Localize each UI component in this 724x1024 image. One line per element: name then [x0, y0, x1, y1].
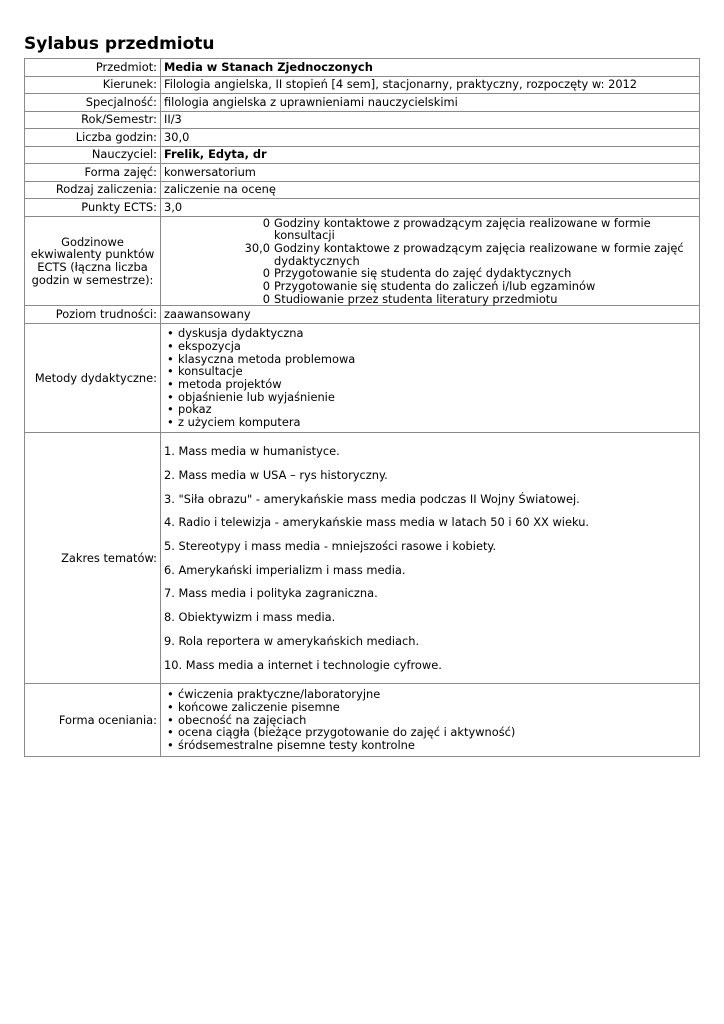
row-nauczyciel [25, 146, 700, 164]
value-kierunek: Filologia angielska, II stopień [4 sem], stacjonarny, praktyczny, rozpoczęty w: 2012 [161, 76, 700, 94]
label-liczba-godzin: Liczba godzin: [25, 129, 161, 147]
topic-item: 8. Obiektywizm i mass media. [164, 610, 336, 625]
label-poziom-trudnosci: Poziom trudności: [25, 306, 161, 324]
topic-item: 2. Mass media w USA – rys historyczny. [164, 468, 388, 483]
hours-value: 30,0 [244, 240, 270, 255]
label-forma-oceniania: Forma oceniania: [25, 683, 161, 756]
hours-item [164, 293, 696, 306]
row-zakres-tematow [25, 432, 700, 683]
list-item: • końcowe zaliczenie pisemne [166, 701, 696, 714]
topic-item: 6. Amerykański imperializm i mass media. [164, 562, 406, 577]
value-liczba-godzin: 30,0 [161, 129, 700, 147]
hours-item [164, 242, 696, 267]
list-item: • klasyczna metoda problemowa [166, 353, 696, 366]
row-liczba-godzin [25, 129, 700, 147]
zakres-list [161, 432, 700, 683]
list-item: • dyskusja dydaktyczna [166, 327, 696, 340]
topic-item: 9. Rola reportera w amerykańskich mediach. [164, 633, 420, 648]
row-godzinowe-ekwiwalenty [25, 216, 700, 306]
list-item: • ekspozycja [166, 340, 696, 353]
value-nauczyciel: Frelik, Edyta, dr [161, 146, 700, 164]
list-item: • pokaz [166, 403, 696, 416]
row-forma-zajec [25, 164, 700, 182]
value-poziom-trudnosci: zaawansowany [161, 306, 700, 324]
list-item: • z użyciem komputera [166, 416, 696, 429]
value-przedmiot: Media w Stanach Zjednoczonych [161, 59, 700, 77]
list-item: • konsultacje [166, 365, 696, 378]
topic-item: 7. Mass media i polityka zagraniczna. [164, 586, 378, 601]
list-item: • objaśnienie lub wyjaśnienie [166, 391, 696, 404]
label-metody-dydaktyczne: Metody dydaktyczne: [25, 323, 161, 432]
syllabus-table [24, 58, 700, 757]
topic-item: 10. Mass media a internet i technologie cyfrowe. [164, 657, 442, 672]
list-item: • śródsemestralne pisemne testy kontrolne [166, 739, 696, 752]
topic-item: 4. Radio i telewizja - amerykańskie mass media w latach 50 i 60 XX wieku. [164, 515, 590, 530]
metody-list-cell [161, 323, 700, 432]
row-poziom-trudnosci [25, 306, 700, 324]
label-nauczyciel: Nauczyciel: [25, 146, 161, 164]
hours-value: 0 [262, 291, 270, 306]
row-forma-oceniania [25, 683, 700, 756]
row-metody-dydaktyczne [25, 323, 700, 432]
list-item: • ocena ciągła (bieżące przygotowanie do zajęć i aktywność) [166, 726, 696, 739]
label-rodzaj-zaliczenia: Rodzaj zaliczenia: [25, 181, 161, 199]
row-punkty-ects [25, 199, 700, 217]
ocenianie-list-cell [161, 683, 700, 756]
label-forma-zajec: Forma zajęć: [25, 164, 161, 182]
topic-item: 5. Stereotypy i mass media - mniejszości rasowe i kobiety. [164, 539, 497, 554]
hours-value: 0 [262, 266, 270, 281]
hours-text: Studiowanie przez studenta literatury przedmiotu [274, 291, 558, 306]
hours-item [164, 217, 696, 242]
value-rodzaj-zaliczenia: zaliczenie na ocenę [161, 181, 700, 199]
hours-list [161, 216, 700, 306]
row-przedmiot [25, 59, 700, 77]
label-punkty-ects: Punkty ECTS: [25, 199, 161, 217]
hours-text: Przygotowanie się studenta do zajęć dydaktycznych [274, 266, 572, 281]
hours-value: 0 [262, 279, 270, 294]
list-item: • metoda projektów [166, 378, 696, 391]
label-rok-semestr: Rok/Semestr: [25, 111, 161, 129]
label-specjalnosc: Specjalność: [25, 94, 161, 112]
metody-list [164, 327, 696, 429]
row-kierunek [25, 76, 700, 94]
hours-text: Godziny kontaktowe z prowadzącym zajęcia realizowane w formie zajęć dydaktycznych [274, 240, 684, 268]
hours-text: Godziny kontaktowe z prowadzącym zajęcia realizowane w formie konsultacji [274, 215, 651, 243]
row-specjalnosc [25, 94, 700, 112]
list-item: • ćwiczenia praktyczne/laboratoryjne [166, 688, 696, 701]
topic-item: 1. Mass media w humanistyce. [164, 444, 340, 459]
value-punkty-ects: 3,0 [161, 199, 700, 217]
label-kierunek: Kierunek: [25, 76, 161, 94]
label-zakres-tematow: Zakres tematów: [25, 432, 161, 683]
hours-text: Przygotowanie się studenta do zaliczeń i/lub egzaminów [274, 279, 596, 294]
ocenianie-list [164, 688, 696, 752]
hours-value: 0 [262, 215, 270, 230]
value-rok-semestr: II/3 [161, 111, 700, 129]
row-rok-semestr [25, 111, 700, 129]
value-specjalnosc: filologia angielska z uprawnieniami nauczycielskimi [161, 94, 700, 112]
page-title: Sylabus przedmiotu [24, 34, 215, 54]
list-item: • obecność na zajęciach [166, 714, 696, 727]
value-forma-zajec: konwersatorium [161, 164, 700, 182]
label-godzinowe-ekwiwalenty: Godzinowe ekwiwalenty punktów ECTS (łączna liczba godzin w semestrze): [25, 216, 161, 306]
topic-item: 3. "Siła obrazu" - amerykańskie mass media podczas II Wojny Światowej. [164, 491, 580, 506]
hours-item [164, 280, 696, 293]
label-przedmiot: Przedmiot: [25, 59, 161, 77]
row-rodzaj-zaliczenia [25, 181, 700, 199]
